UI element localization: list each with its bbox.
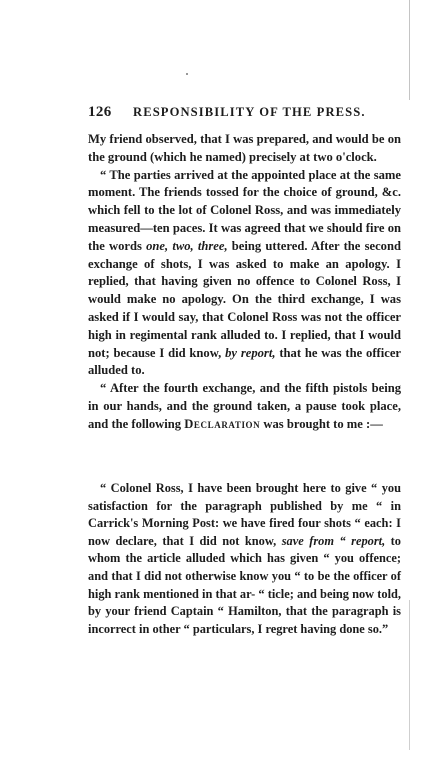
paragraph-1-text: My friend observed, that I was prepared, and would be on the ground (which he named) precisely at two o'clock.	[88, 132, 401, 164]
paragraph-2-text-a: “ The parties arrived at the appointed place at the same moment. The friends tossed for the choice of ground, &c. which fell to the lot of Colonel Ross, and was immediately measured—ten paces. It was agreed that we should fire on the words	[88, 167, 401, 253]
running-title: RESPONSIBILITY OF THE PRESS.	[133, 105, 366, 119]
paragraph-1	[88, 131, 401, 167]
quote-italic-save-from: save from	[281, 533, 334, 548]
paragraph-2-italic-words: one, two, three,	[146, 238, 228, 253]
running-header	[88, 104, 408, 124]
paragraph-3-text-b: was brought to me :—	[260, 416, 383, 431]
paragraph-3	[88, 380, 401, 433]
declaration-word: Declaration	[184, 416, 261, 431]
page-number: 126	[88, 104, 112, 120]
quote-text-c: to whom the article alluded which has given “ you offence; and that I did not otherwise know you “ to be the officer of high rank mentioned in that ar- “ ticle; and being now told, by your friend Captain “ Hamilton, that the paragraph is incorrect in other “ particulars, I regret having done so.”	[88, 533, 401, 636]
narrative-text	[88, 131, 401, 434]
page-edge-line-top	[409, 0, 410, 100]
paragraph-2-text-c: that he was the officer alluded to.	[88, 345, 401, 378]
quote-italic-report: “ report,	[333, 533, 386, 548]
page-edge-line-bottom	[409, 600, 410, 750]
quote-text-a: “ Colonel Ross, I have been brought here to give “ you satisfaction for the paragraph published by me “ in Carrick's Morning Post: we have fired four shots “ each: I now declare, that I did not know,	[88, 481, 401, 548]
declaration-quote	[88, 480, 401, 638]
paragraph-2-italic-report: by report,	[225, 345, 276, 360]
ink-speck	[186, 73, 188, 75]
paragraph-3-text-a: “ After the fourth exchange, and the fifth pistols being in our hands, and the ground taken, a pause took place, and the following	[88, 381, 401, 431]
paragraph-2	[88, 167, 401, 381]
paragraph-2-text-b: being uttered. After the second exchange of shots, I was asked to make an apology. I replied, that having given no offence to Colonel Ross, I would make no apology. On the third exchange, I was asked if I would say, that Colonel Ross was not the officer high in regimental rank alluded to. I replied, that I would not; because I did know,	[88, 238, 401, 360]
quote-paragraph	[88, 480, 401, 638]
